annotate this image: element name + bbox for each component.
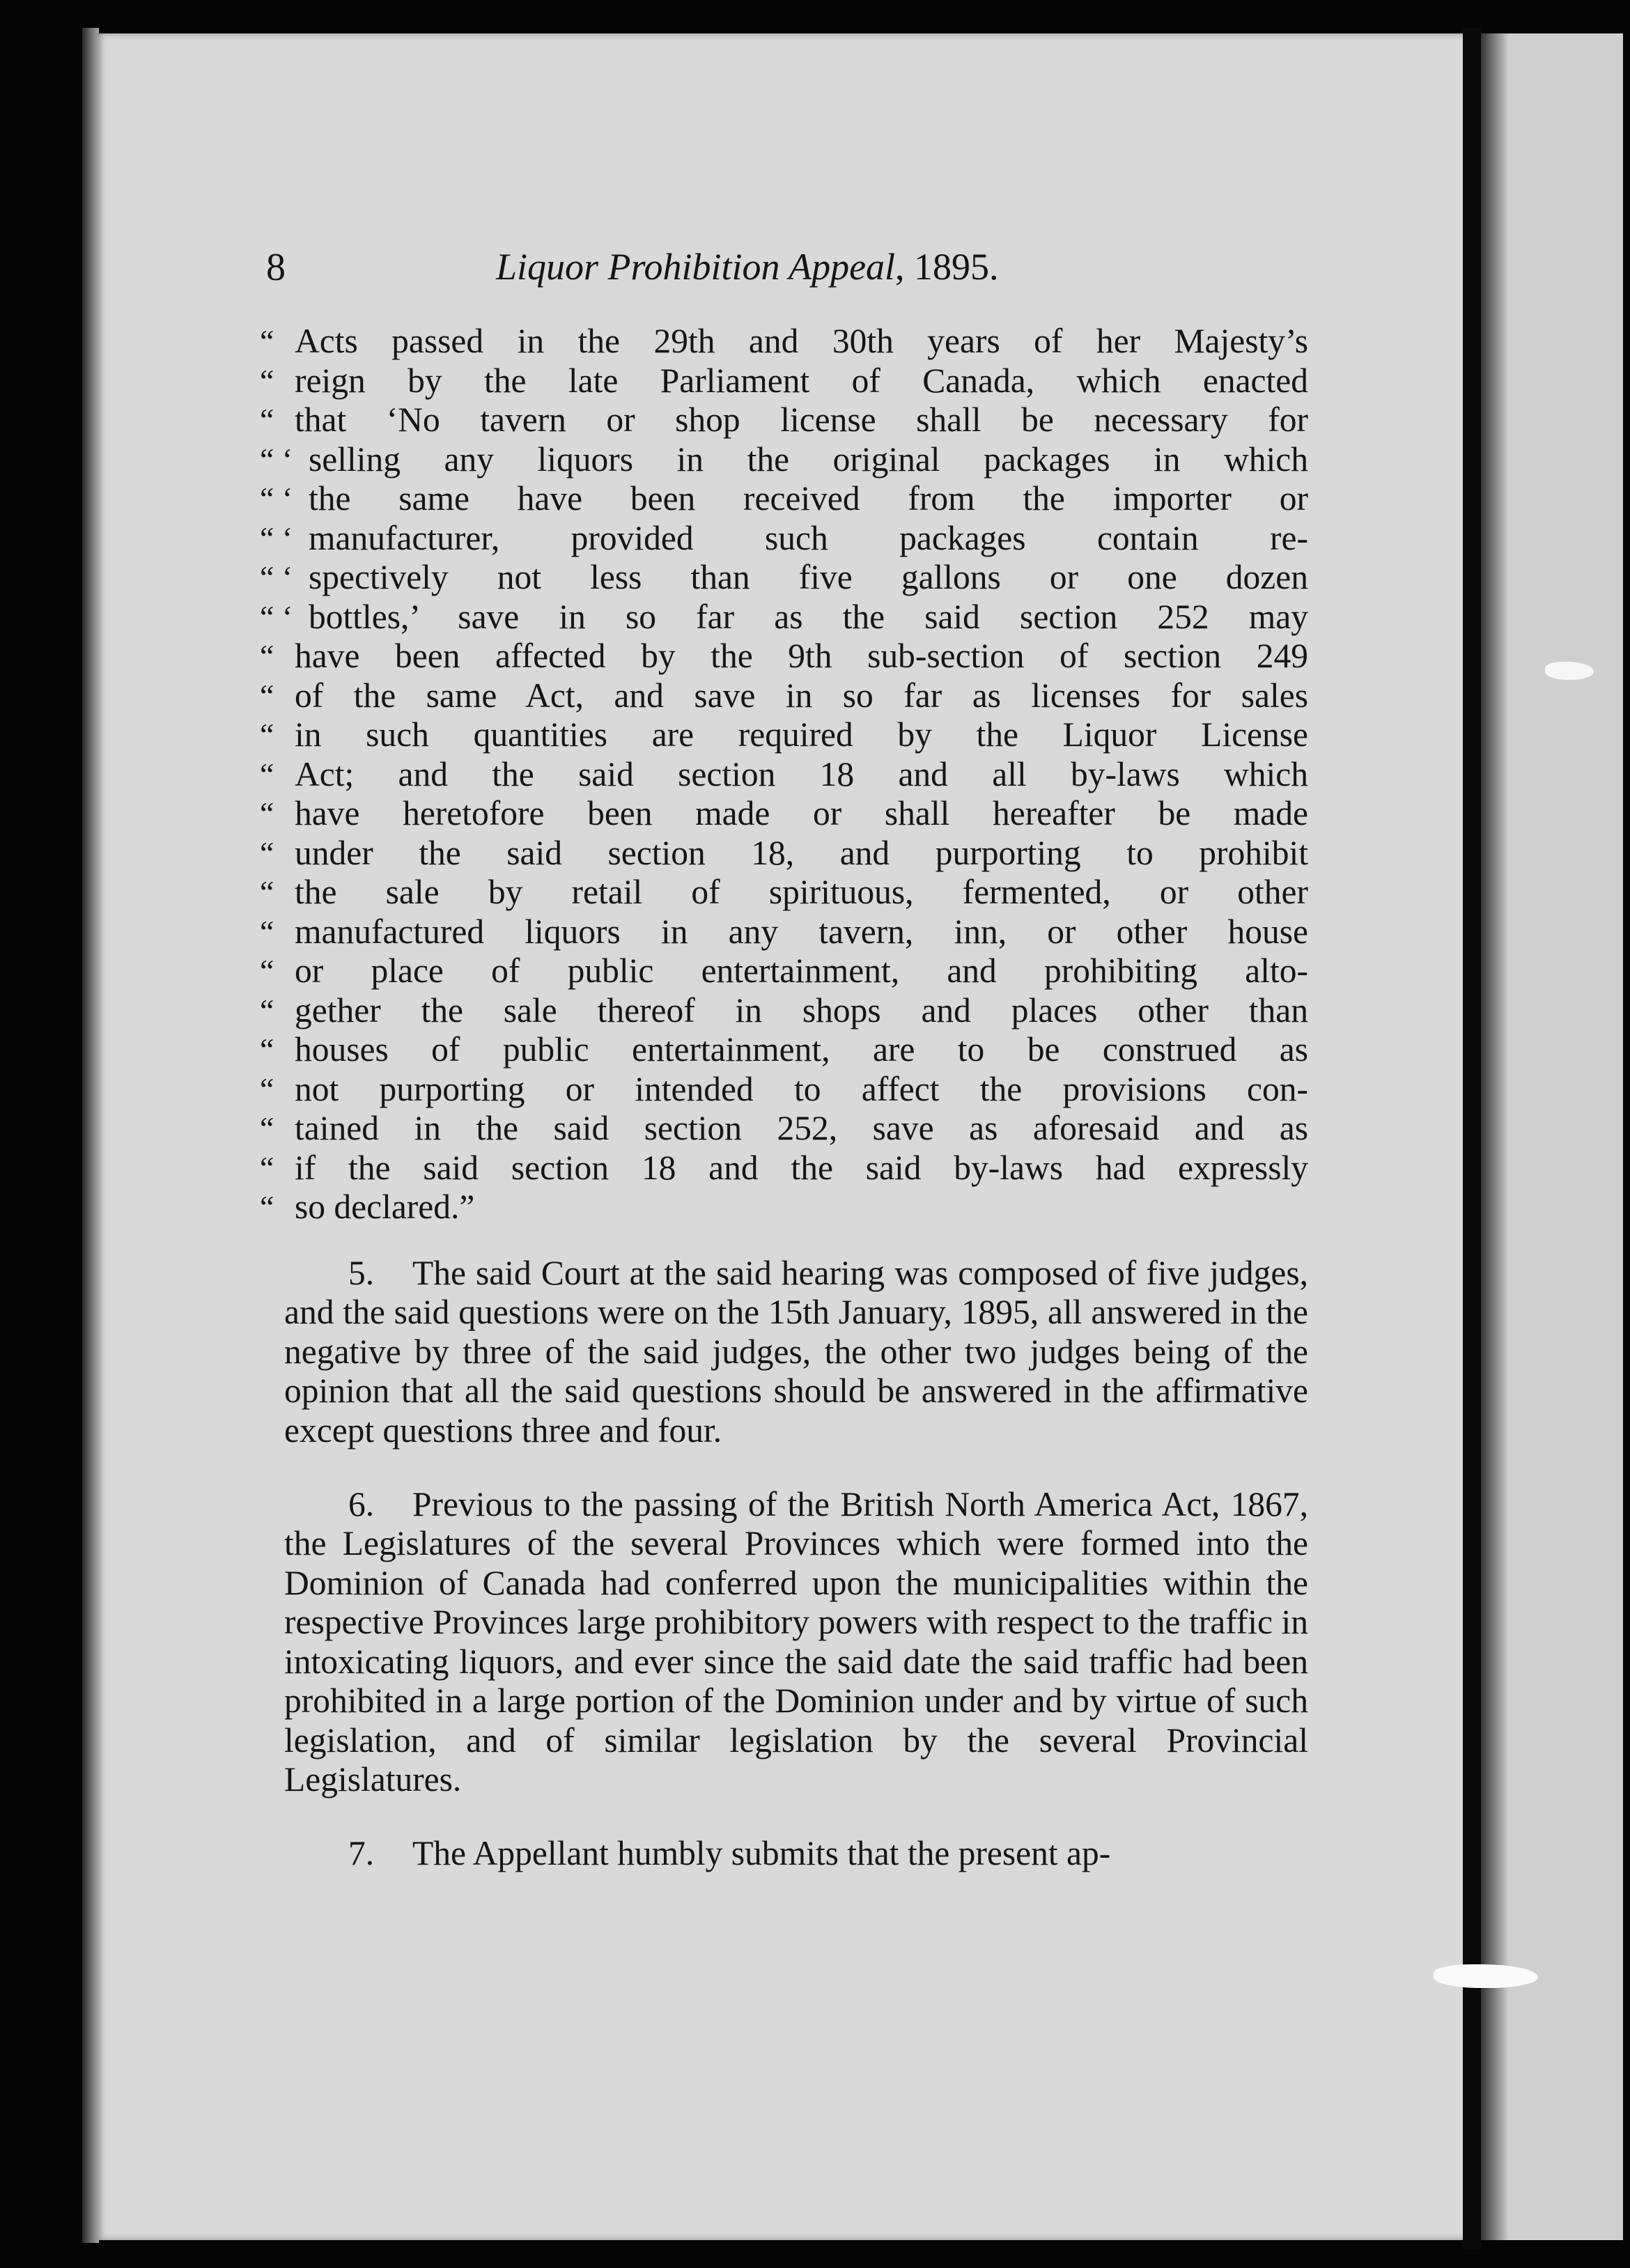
- quote-mark: “: [260, 323, 274, 359]
- quoted-line: [260, 952, 1308, 991]
- facing-page-shade: [1481, 33, 1509, 2240]
- quoted-line-text: Act; and the said section 18 and all by-laws which: [295, 754, 1308, 793]
- paragraph-text: The Appellant humbly submits that the present ap-: [412, 1834, 1111, 1872]
- quote-mark: “: [260, 1149, 274, 1186]
- scan-smudge: [1434, 1964, 1538, 1988]
- quoted-line: [260, 1069, 1308, 1110]
- quoted-line: [260, 715, 1308, 755]
- quote-mark: “ ‘: [260, 441, 293, 477]
- quoted-line: [260, 676, 1308, 716]
- quoted-line: [260, 1188, 1301, 1227]
- paragraph-6: [284, 1485, 1308, 1800]
- quoted-line: [260, 518, 1308, 559]
- quoted-line: [260, 440, 1308, 480]
- paragraph-7: [284, 1834, 1308, 1874]
- quote-mark: “: [260, 362, 274, 398]
- quote-mark: “: [260, 834, 274, 871]
- quoted-line: [260, 912, 1308, 952]
- quoted-line-text: have heretofore been made or shall hereafter be made: [295, 794, 1308, 832]
- quoted-line: [260, 322, 1308, 362]
- quoted-line-text: gether the sale thereof in shops and places other than: [295, 991, 1308, 1030]
- quoted-line-text: reign by the late Parliament of Canada, which enacted: [295, 361, 1308, 400]
- quoted-line: [260, 479, 1308, 519]
- quote-mark: “: [260, 795, 274, 831]
- quote-mark: “: [260, 1071, 274, 1107]
- quoted-line: [260, 794, 1308, 834]
- running-title: [496, 245, 999, 288]
- quoted-line-text: Acts passed in the 29th and 30th years of her Majesty’s: [295, 322, 1308, 360]
- quoted-line: [260, 401, 1308, 440]
- quoted-line-text: if the said section 18 and the said by-laws had expressly: [295, 1148, 1308, 1187]
- quote-mark: “ ‘: [260, 598, 293, 635]
- quote-mark: “: [260, 1189, 274, 1225]
- quoted-line-text: of the same Act, and save in so far as licenses for sales: [295, 676, 1308, 715]
- quote-mark: “: [260, 992, 274, 1028]
- quote-mark: “: [260, 874, 274, 910]
- quoted-line-text: the same have been received from the importer or: [309, 479, 1308, 518]
- quoted-line-text: manufacturer, provided such packages contain re-: [309, 518, 1308, 557]
- quote-mark: “: [260, 953, 274, 988]
- running-title-year: , 1895.: [895, 246, 999, 288]
- page-number: 8: [266, 246, 286, 289]
- paragraph-5: [284, 1254, 1308, 1451]
- quote-mark: “ ‘: [260, 559, 293, 595]
- quoted-line: [260, 991, 1308, 1031]
- quoted-line-text: spectively not less than five gallons or one dozen: [309, 558, 1308, 596]
- running-header: [266, 245, 1311, 301]
- quoted-line: [260, 558, 1308, 598]
- quote-mark: “: [260, 677, 274, 713]
- scan-smudge: [1545, 662, 1594, 680]
- quote-mark: “: [260, 756, 274, 792]
- quoted-line-text: or place of public entertainment, and prohibiting alto-: [295, 952, 1308, 990]
- quoted-line-text: that ‘No tavern or shop license shall be necessary for: [295, 401, 1308, 439]
- quoted-line: [260, 1109, 1308, 1149]
- quote-mark: “: [260, 717, 274, 752]
- quoted-line-text: bottles,’ save in so far as the said section 252 may: [309, 597, 1308, 636]
- paragraph-text: Previous to the passing of the British North America Act, 1867, the Legislatures of the several Provinces which were formed into the Dominion of Canada had conferred upon the municipalities within the respective Provinces large prohibitory powers with respect to the traffic in intoxicating liquors, and ever since the said date the said traffic had been prohibited in a large portion of the Dominion under and by virtue of such legislation, and of similar legislation by the several Provincial Legislatures.: [284, 1484, 1308, 1799]
- quote-mark: “: [260, 1032, 274, 1067]
- quote-mark: “: [260, 402, 274, 437]
- quoted-line: [260, 754, 1308, 795]
- paragraph-number: 5.: [348, 1253, 375, 1292]
- paragraph-number: 6.: [348, 1484, 375, 1523]
- quote-mark: “ ‘: [260, 481, 293, 516]
- quoted-line: [260, 597, 1308, 637]
- quoted-line-text: selling any liquors in the original packages in which: [309, 440, 1308, 479]
- quote-mark: “ ‘: [260, 520, 293, 556]
- quoted-line-text: so declared.”: [295, 1188, 475, 1226]
- quoted-line-text: under the said section 18, and purporting to prohibit: [295, 833, 1308, 872]
- quote-mark: “: [260, 638, 274, 674]
- quoted-line: [260, 1148, 1308, 1188]
- quote-mark: “: [260, 1110, 274, 1146]
- quoted-line: [260, 1030, 1308, 1070]
- quoted-line: [260, 873, 1308, 912]
- running-title-text: Liquor Prohibition Appeal: [496, 246, 896, 288]
- quoted-line-text: tained in the said section 252, save as aforesaid and as: [295, 1109, 1308, 1147]
- quoted-line: [260, 637, 1308, 676]
- quoted-passage: [260, 322, 1308, 1227]
- quoted-line-text: not purporting or intended to affect the provisions con-: [295, 1069, 1308, 1108]
- paragraph-number: 7.: [348, 1834, 375, 1872]
- quote-mark: “: [260, 913, 274, 949]
- page-body: [260, 322, 1308, 1908]
- book-gutter: [1463, 28, 1481, 2250]
- quoted-line-text: have been affected by the 9th sub-section of section 249: [295, 637, 1308, 675]
- quoted-line-text: in such quantities are required by the Liquor License: [295, 715, 1308, 754]
- quoted-line: [260, 833, 1308, 873]
- quoted-line-text: houses of public entertainment, are to be construed as: [295, 1030, 1308, 1069]
- quoted-line: [260, 361, 1308, 401]
- quoted-line-text: manufactured liquors in any tavern, inn, or other house: [295, 912, 1308, 951]
- paragraph-text: The said Court at the said hearing was composed of five judges, and the said questions were on the 15th January, 1895, all answered in the negative by three of the said judges, the other two judges being of the opinion that all the said questions should be answered in the affirmative except questions three and four.: [284, 1253, 1308, 1450]
- quoted-line-text: the sale by retail of spirituous, fermented, or other: [295, 873, 1308, 911]
